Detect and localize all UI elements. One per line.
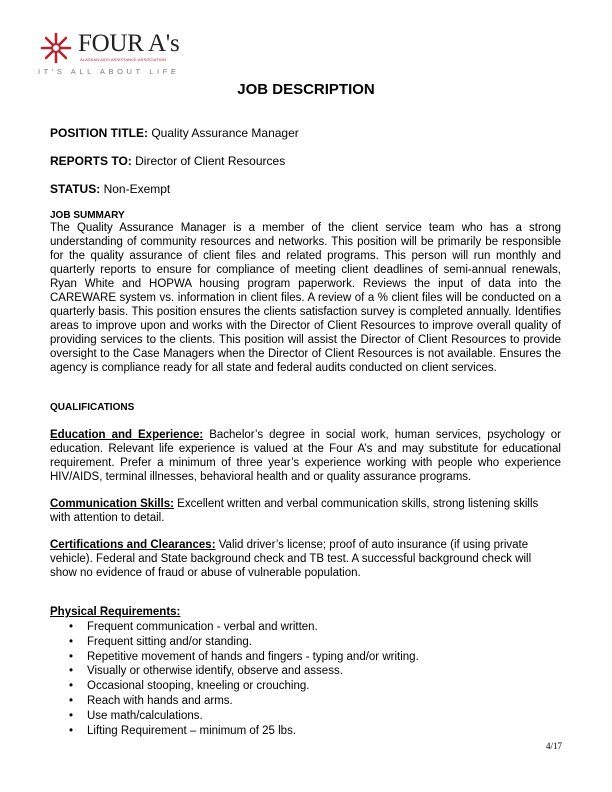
bullet-icon: • <box>69 724 74 737</box>
logo <box>38 28 198 80</box>
logo-name: FOUR A's <box>78 30 180 57</box>
reports-to-value: Director of Client Resources <box>135 154 286 168</box>
bullet-icon: • <box>69 680 74 693</box>
bullet-icon: • <box>69 665 74 678</box>
physical-requirements-heading: Physical Requirements: <box>50 606 181 618</box>
education-text: Bachelor’s degree in social work, human services, psychology or education. Relevant life experience is valued at the Four A’s and may substitute for educational requirement. Prefer a minimum of three year’s experience working with people who experience HIV/AIDS, terminal illnesses, behavioral health and or quality assurance programs. <box>50 429 561 483</box>
logo-subtitle: ALASKAN AIDS ASSISTANCE ASSOCIATION <box>80 57 167 62</box>
qualifications-heading: QUALIFICATIONS <box>50 402 135 413</box>
education-paragraph <box>50 428 561 484</box>
bullet-icon: • <box>69 709 74 722</box>
communication-label: Communication Skills: <box>50 498 174 510</box>
list-item: • Visually or otherwise identify, observe and assess. <box>69 665 343 678</box>
physical-requirements-list <box>50 620 419 738</box>
bullet-icon: • <box>69 650 74 663</box>
certifications-paragraph <box>50 538 561 580</box>
list-item: • Frequent communication - verbal and written. <box>69 621 318 633</box>
bullet-icon: • <box>69 635 74 648</box>
bullet-icon: • <box>69 621 74 633</box>
status-field <box>50 182 170 196</box>
logo-tagline: IT'S ALL ABOUT LIFE <box>38 67 180 76</box>
status-label: STATUS: <box>50 182 101 196</box>
list-item: • Frequent sitting and/or standing. <box>69 635 252 648</box>
position-title-label: POSITION TITLE: <box>50 126 148 140</box>
certifications-label: Certifications and Clearances: <box>50 539 216 551</box>
list-item: • Repetitive movement of hands and fingers - typing and/or writing. <box>69 650 419 663</box>
position-title-value: Quality Assurance Manager <box>151 126 299 140</box>
asterisk-ribbon-icon <box>38 30 74 66</box>
list-item: • Lifting Requirement – minimum of 25 lbs. <box>69 724 297 737</box>
certifications-text: Valid driver’s license; proof of auto insurance (if using private vehicle). Federal and State background check and TB test. A successful background check will show no evidence of fraud or abuse of vulnerable population. <box>50 539 532 579</box>
list-item: • Occasional stooping, kneeling or crouching. <box>69 680 310 693</box>
status-value: Non-Exempt <box>103 182 171 196</box>
list-item: • Use math/calculations. <box>69 709 203 722</box>
list-item: • Reach with hands and arms. <box>69 694 233 707</box>
communication-paragraph <box>50 497 561 525</box>
job-summary-text: The Quality Assurance Manager is a member of the client service team who has a strong understanding of community resources and networks. This position will be primarily be responsible for the quality assurance of client files and related programs. This person will run monthly and quarterly reports to ensure for compliance of meeting client deadlines of semi-annual renewals, Ryan White and HOPWA housing program paperwork. Reviews the input of data into the CAREWARE system vs. information in client files. A review of a % client files will be conducted on a quarterly basis. This position ensures the clients satisfaction survey is completed annually. Identifies areas to improve upon and works with the Director of Client Resources to improve overall quality of providing services to the clients. This position will assist the Director of Client Resources to provide oversight to the Case Managers when the Director of Client Resources is not available. Ensures the agency is compliance ready for all state and federal audits conducted on client services. <box>50 222 561 374</box>
education-label: Education and Experience: <box>50 429 204 441</box>
communication-text: Excellent written and verbal communication skills, strong listening skills with attention to detail. <box>50 498 539 524</box>
position-title-field <box>50 126 299 140</box>
bullet-icon: • <box>69 694 74 707</box>
page-title: JOB DESCRIPTION <box>237 81 375 98</box>
reports-to-label: REPORTS TO: <box>50 154 132 168</box>
reports-to-field <box>50 154 285 168</box>
job-summary-heading: JOB SUMMARY <box>50 210 125 221</box>
page-number: 4/17 <box>545 741 562 751</box>
